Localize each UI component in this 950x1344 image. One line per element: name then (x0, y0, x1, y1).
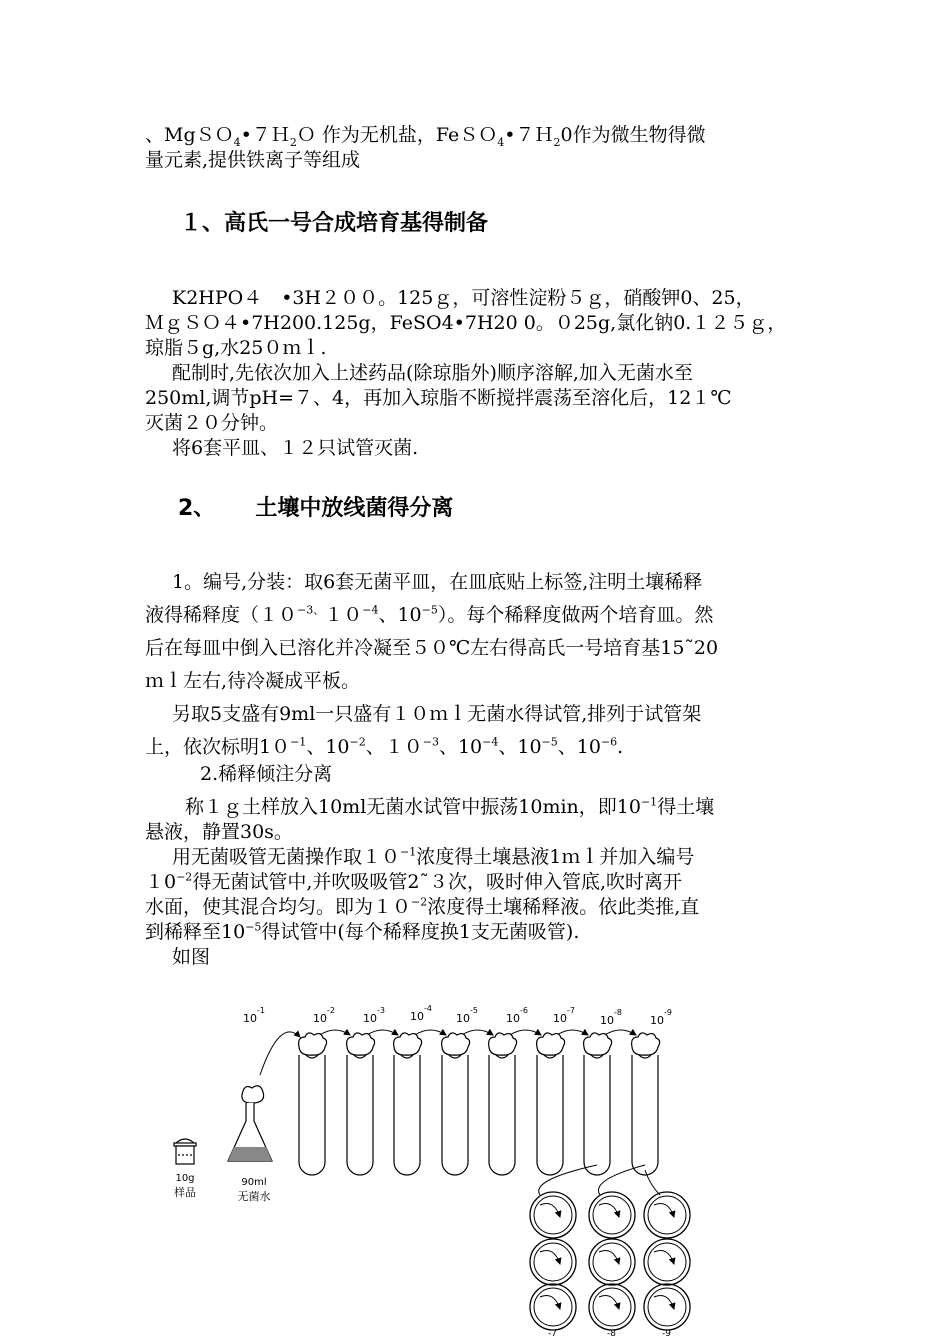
paragraph-inorganic-salts: 、MgＳＯ$_4$•７Ｈ$_2$Ｏ 作为无机盐，FeＳＯ$_4$•７Ｈ$_2$0作为微生物得微 量元素,提供铁离子等组成 (145, 124, 706, 171)
petri-plate-icon (530, 1192, 576, 1238)
test-tube-icon (347, 1033, 375, 1175)
tube-dilution-label: $10^{-6}$ (506, 1006, 528, 1025)
test-tube-icon (632, 1033, 660, 1175)
petri-plate-icon (589, 1239, 635, 1285)
petri-plate-icon (589, 1284, 635, 1330)
tube-dilution-label: $10^{-8}$ (600, 1008, 622, 1027)
plate-dilution-label: -7 (548, 1329, 557, 1339)
plate-dilution-label: -9 (662, 1329, 671, 1339)
transfer-arrow (605, 1030, 636, 1035)
dilution-diagram (160, 995, 720, 1340)
transfer-arrow (557, 1030, 588, 1035)
test-tube-icon (584, 1033, 612, 1175)
tube-labels (243, 1004, 672, 1027)
test-tubes (299, 1033, 660, 1175)
tube-dilution-label: $10^{-2}$ (313, 1006, 335, 1025)
transfer-arrow (510, 1030, 541, 1035)
paragraph-see-figure: 如图 (172, 946, 211, 968)
transfer-arrow (320, 1030, 350, 1035)
petri-plate-icon (644, 1192, 690, 1238)
heading-actinomycete-isolation: 2、 土壤中放线菌得分离 (178, 496, 454, 521)
sample-amount-label: 10g (175, 1173, 195, 1184)
plate-dilution-label: -8 (607, 1329, 616, 1339)
paragraph-serial-dilution: 用无菌吸管无菌操作取$10^{-1}$浓度得土壤悬液1ｍｌ并加入编号 $10^{-2}$得无菌试管中,并吹吸吸管2˜３次，吸时伸入管底,吹时离开 水面，使其混合均匀。即为$10^{-2}$浓度得土壤稀释液。依此类推,直 到稀释至$10^{-5}$得试管中(每个稀释度换1支无菌吸管). (145, 845, 700, 943)
sample-label: 样品 (174, 1186, 196, 1199)
tube-dilution-label: $10^{-1}$ (243, 1006, 265, 1025)
petri-plate-icon (530, 1284, 576, 1330)
test-tube-icon (489, 1033, 517, 1175)
paragraph-preparation-steps: 配制时,先依次加入上述药品(除琼脂外)顺序溶解,加入无菌水至 250ml,调节pH=７、4，再加入琼脂不断搅拌震荡至溶化后，12１℃ 灭菌２０分钟。 (145, 362, 732, 434)
plate-labels (548, 1329, 671, 1339)
tube-dilution-label: $10^{-7}$ (553, 1006, 575, 1025)
petri-plate-icon (644, 1284, 690, 1330)
flask-amount-label: 90ml (241, 1177, 267, 1188)
test-tube-icon (394, 1033, 422, 1175)
paragraph-tube-labels: 另取5支盛有9ml一只盛有１０ｍｌ无菌水得试管,排列于试管架 上，依次标明$10^{-1}$、$10^{-2}$、$10^{-3}$、$10^{-4}$、$10^{-5}$、$10^{-6}$. (145, 703, 702, 758)
paragraph-numbering: 1。编号,分装：取6套无菌平皿，在皿底贴上标签,注明土壤稀释 液得稀释度（$10^{-3、}10^{-4}$、$10^{-5}$）。每个稀释度做两个培育皿。然 后在每皿中倒入已溶化并冷凝至５０℃左右得高氏一号培育基15˜20 ｍｌ左右,待冷凝成平板。 (145, 571, 719, 692)
petri-plate-icon (530, 1239, 576, 1285)
paragraph-recipe: K2HPO４ •3H２００。125ｇ，可溶性淀粉５ｇ，硝酸钾0、25， ＭｇＳＯ４•7H200.125g，FeSO4•7H20 0。０25g,氯化钠0.１２５ｇ， 琼脂５g,水25０ｍｌ. (145, 287, 787, 359)
tube-dilution-label: $10^{-9}$ (650, 1008, 672, 1027)
paragraph-soil-suspension: 称１ｇ土样放入10ml无菌水试管中振荡10min，即$10^{-1}$得土壤 悬液，静置30s。 (145, 795, 715, 843)
transfer-arrow (462, 1030, 493, 1035)
petri-plate-icon (644, 1239, 690, 1285)
test-tube-icon (299, 1033, 327, 1175)
transfer-arrow (367, 1030, 398, 1035)
tube-dilution-label: $10^{-4}$ (410, 1004, 432, 1023)
petri-plate-icon (589, 1192, 635, 1238)
sample-container-icon (174, 1139, 196, 1164)
water-flask-icon (228, 1086, 272, 1161)
paragraph-sterilize: 将6套平皿、１２只试管灭菌. (172, 437, 419, 459)
petri-plates (530, 1165, 690, 1330)
test-tube-icon (537, 1033, 565, 1175)
heading-medium-preparation: １、高氏一号合成培育基得制备 (180, 211, 489, 236)
subheading-dilution: 2.稀释倾注分离 (200, 763, 333, 785)
flask-label: 无菌水 (237, 1190, 271, 1203)
transfer-arrow (260, 1032, 300, 1075)
test-tube-icon (442, 1033, 470, 1175)
transfer-arrow (415, 1030, 446, 1035)
tube-dilution-label: $10^{-3}$ (363, 1006, 385, 1025)
tube-dilution-label: $10^{-5}$ (456, 1006, 478, 1025)
